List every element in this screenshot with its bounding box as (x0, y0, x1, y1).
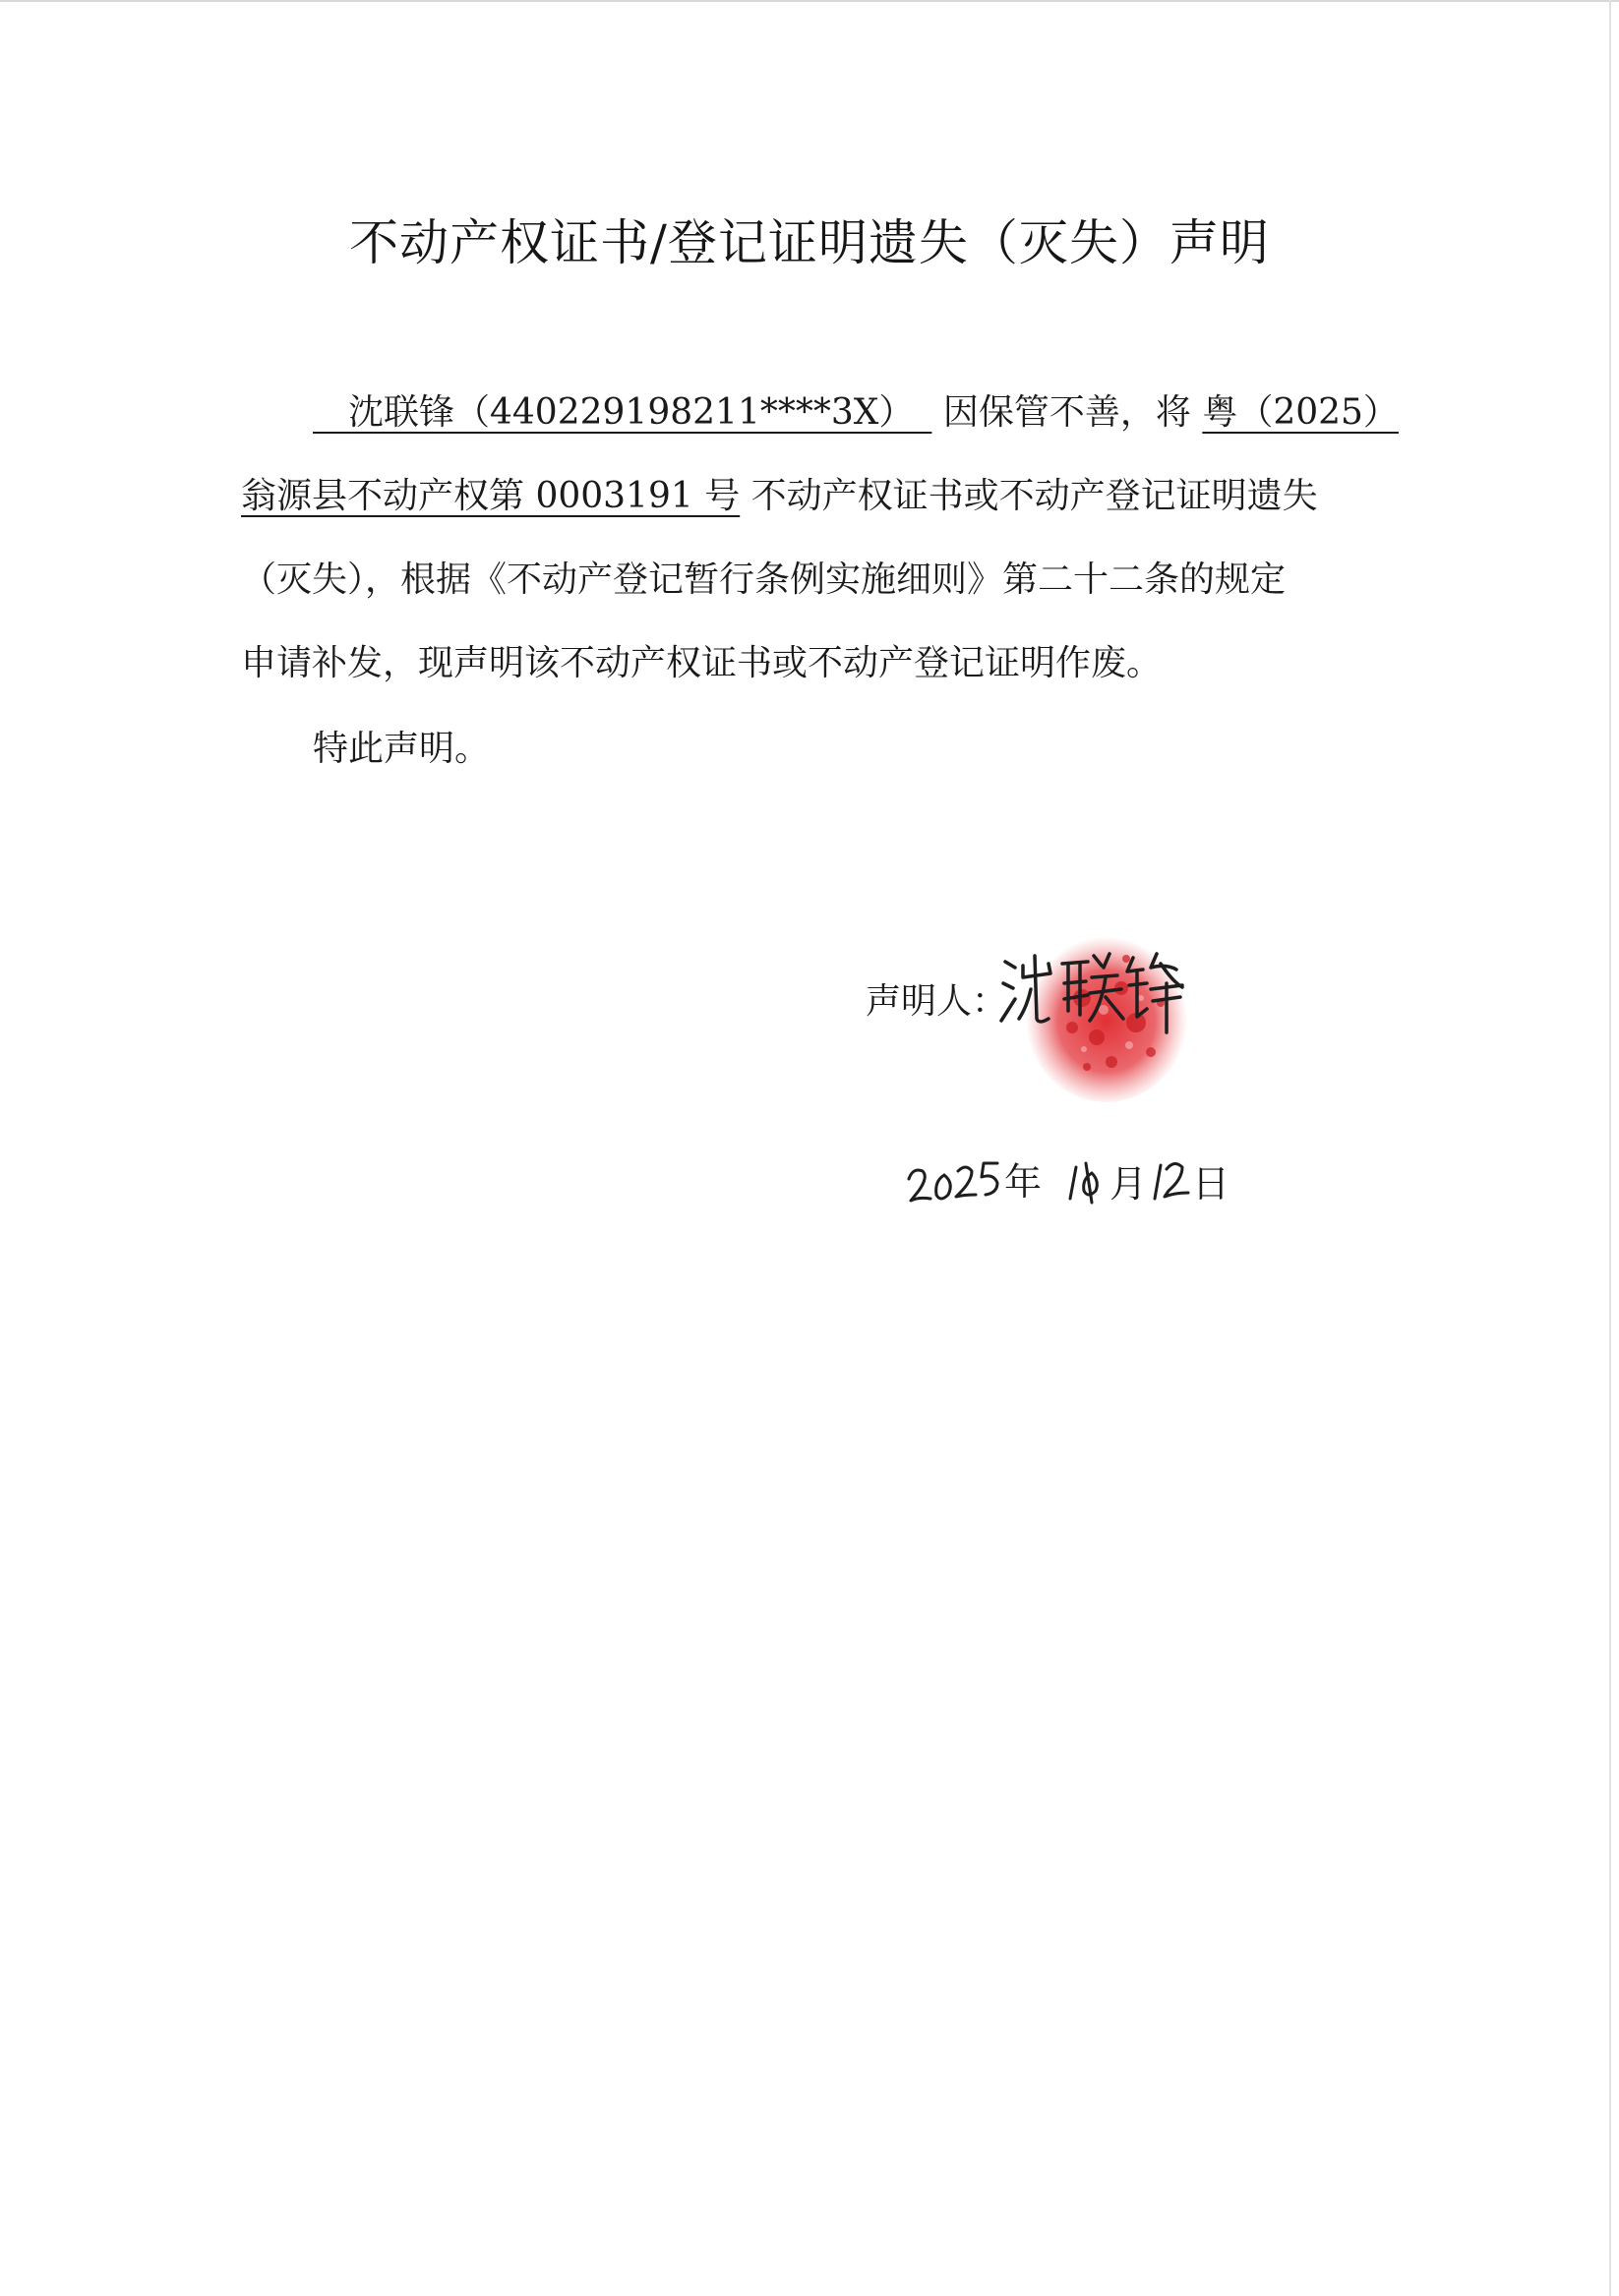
declarant-name-id-field: 沈联锋（440229198211****3X） (313, 392, 932, 433)
page-right-edge (1609, 0, 1611, 2296)
page-top-edge (0, 0, 1619, 2)
certificate-number-field-part1: 粤（2025） (1202, 392, 1399, 433)
declarant-label: 声明人： (866, 981, 1008, 1022)
date-month-unit: 月 (1109, 1162, 1148, 1206)
certificate-number-field-part2: 翁源县不动产权第 0003191 号 (241, 476, 741, 516)
handwritten-signature (993, 934, 1190, 1042)
body-line-2 (241, 472, 1318, 521)
handwritten-date (903, 1146, 1247, 1214)
date-year-unit: 年 (1004, 1160, 1043, 1204)
closing-statement: 特此声明。 (313, 729, 491, 769)
body-line-2-text: 不动产权证书或不动产登记证明遗失 (750, 476, 1318, 516)
body-line-1 (313, 388, 1399, 438)
date-day-unit: 日 (1192, 1162, 1230, 1206)
body-line-1-text: 因保管不善，将 (942, 392, 1191, 433)
document-title: 不动产权证书/登记证明遗失（灭失）声明 (349, 214, 1270, 271)
body-line-4: 申请补发，现声明该不动产权证书或不动产登记证明作废。 (241, 643, 1163, 683)
body-line-3: （灭失），根据《不动产登记暂行条例实施细则》第二十二条的规定 (241, 559, 1287, 600)
